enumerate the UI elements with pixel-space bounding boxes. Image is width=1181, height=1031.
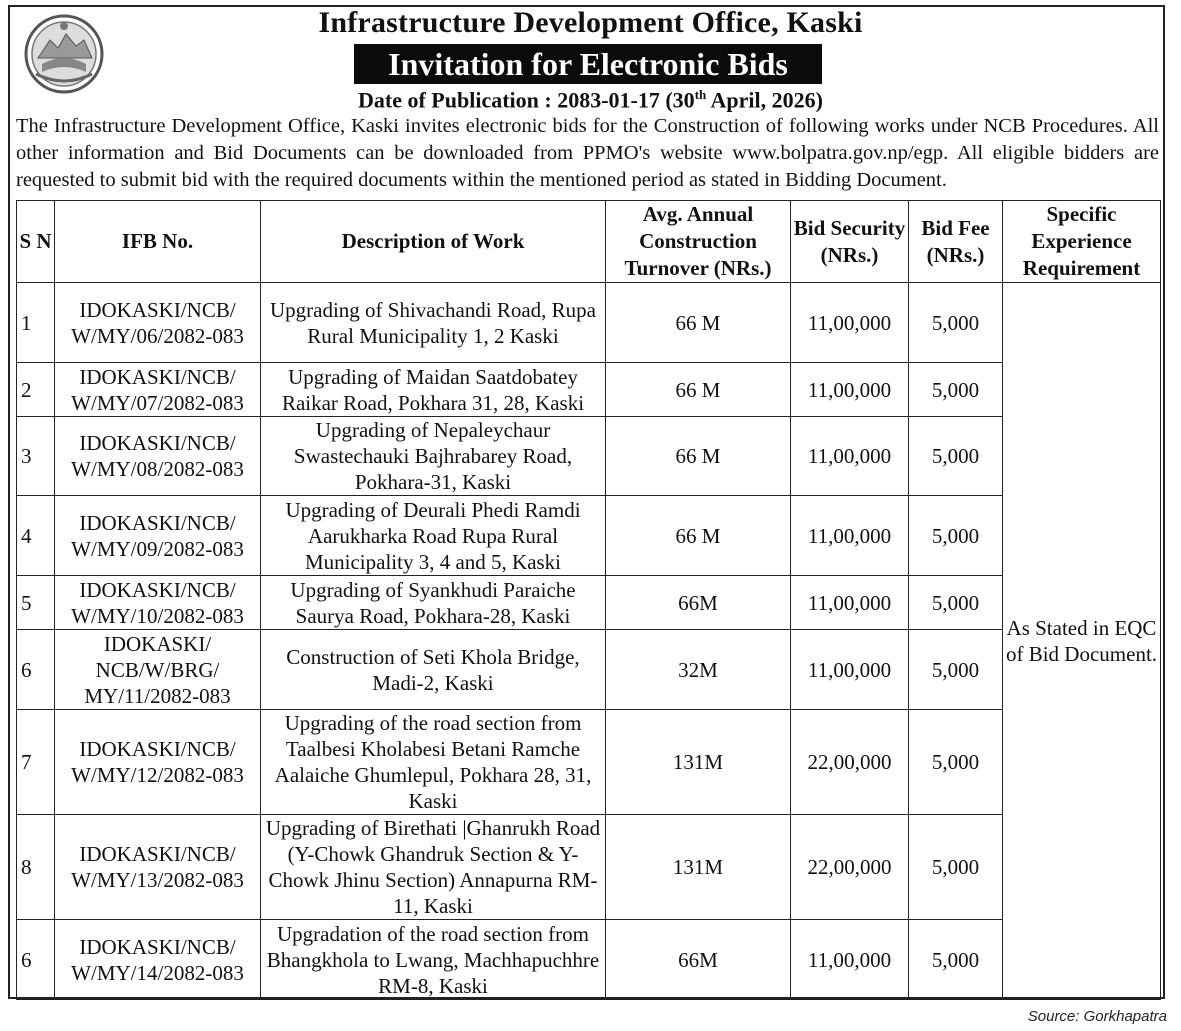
cell-description: Upgrading of Nepaleychaur Swastechauki Bajhrabarey Road, Pokhara-31, Kaski bbox=[261, 417, 606, 496]
cell-turnover: 131M bbox=[606, 815, 791, 920]
cell-description: Upgrading of Shivachandi Road, Rupa Rural Municipality 1, 2 Kaski bbox=[261, 283, 606, 363]
header-description: Description of Work bbox=[261, 201, 606, 283]
cell-bid-fee: 5,000 bbox=[909, 920, 1003, 1000]
header-bid-fee: Bid Fee (NRs.) bbox=[909, 201, 1003, 283]
cell-bid-security: 11,00,000 bbox=[791, 363, 909, 417]
publication-date-suffix-ordinal: th bbox=[694, 87, 707, 102]
cell-turnover: 32M bbox=[606, 630, 791, 710]
cell-bid-fee: 5,000 bbox=[909, 630, 1003, 710]
header-experience: Specific Experience Requirement bbox=[1003, 201, 1161, 283]
cell-sn: 6 bbox=[17, 920, 55, 1000]
cell-ifb: IDOKASKI/ NCB/W/BRG/ MY/11/2082-083 bbox=[55, 630, 261, 710]
cell-description: Construction of Seti Khola Bridge, Madi-2, Kaski bbox=[261, 630, 606, 710]
cell-description: Upgrading of Syankhudi Paraiche Saurya Road, Pokhara-28, Kaski bbox=[261, 576, 606, 630]
cell-bid-security: 11,00,000 bbox=[791, 283, 909, 363]
table-header-row bbox=[17, 201, 1161, 283]
intro-paragraph: The Infrastructure Development Office, Kaski invites electronic bids for the Construction of following works under NCB Procedures. All other information and Bid Documents can be downloaded from PPMO's website www.bolpatra.gov.np/egp. All eligible bidders are requested to submit bid with the required documents within the mentioned period as stated in Bidding Document. bbox=[16, 115, 1159, 191]
header-sn: S N bbox=[17, 201, 55, 283]
cell-sn: 8 bbox=[17, 815, 55, 920]
header-turnover: Avg. Annual Construction Turnover (NRs.) bbox=[606, 201, 791, 283]
cell-turnover: 66M bbox=[606, 576, 791, 630]
cell-bid-fee: 5,000 bbox=[909, 576, 1003, 630]
cell-description: Upgrading of Deurali Phedi Ramdi Aarukharka Road Rupa Rural Municipality 3, 4 and 5, Kaski bbox=[261, 496, 606, 576]
cell-sn: 2 bbox=[17, 363, 55, 417]
cell-bid-fee: 5,000 bbox=[909, 417, 1003, 496]
cell-turnover: 66 M bbox=[606, 363, 791, 417]
cell-ifb: IDOKASKI/NCB/ W/MY/13/2082-083 bbox=[55, 815, 261, 920]
cell-sn: 6 bbox=[17, 630, 55, 710]
cell-bid-security: 22,00,000 bbox=[791, 815, 909, 920]
cell-description: Upgrading of Birethati |Ghanrukh Road (Y-Chowk Ghandruk Section & Y- Chowk Jhinu Section) Annapurna RM-11, Kaski bbox=[261, 815, 606, 920]
publication-date-prefix: Date of Publication : 2083-01-17 (30 bbox=[358, 87, 695, 113]
cell-turnover: 66 M bbox=[606, 496, 791, 576]
cell-description: Upgrading of Maidan Saatdobatey Raikar Road, Pokhara 31, 28, Kaski bbox=[261, 363, 606, 417]
cell-turnover: 66 M bbox=[606, 283, 791, 363]
cell-sn: 5 bbox=[17, 576, 55, 630]
cell-ifb: IDOKASKI/NCB/ W/MY/10/2082-083 bbox=[55, 576, 261, 630]
cell-bid-security: 11,00,000 bbox=[791, 630, 909, 710]
cell-bid-fee: 5,000 bbox=[909, 363, 1003, 417]
publication-date-rest: April, 2026) bbox=[706, 87, 823, 113]
table-row bbox=[17, 576, 1161, 630]
cell-ifb: IDOKASKI/NCB/ W/MY/14/2082-083 bbox=[55, 920, 261, 1000]
cell-bid-security: 11,00,000 bbox=[791, 920, 909, 1000]
cell-turnover: 66M bbox=[606, 920, 791, 1000]
cell-sn: 1 bbox=[17, 283, 55, 363]
cell-turnover: 66 M bbox=[606, 417, 791, 496]
cell-bid-fee: 5,000 bbox=[909, 496, 1003, 576]
cell-bid-fee: 5,000 bbox=[909, 283, 1003, 363]
table-row bbox=[17, 630, 1161, 710]
table-row bbox=[17, 496, 1161, 576]
cell-bid-security: 22,00,000 bbox=[791, 710, 909, 815]
table-row bbox=[17, 283, 1161, 363]
office-title: Infrastructure Development Office, Kaski bbox=[318, 6, 863, 39]
header-ifb: IFB No. bbox=[55, 201, 261, 283]
cell-ifb: IDOKASKI/NCB/ W/MY/07/2082-083 bbox=[55, 363, 261, 417]
cell-bid-fee: 5,000 bbox=[909, 815, 1003, 920]
cell-ifb: IDOKASKI/NCB/ W/MY/08/2082-083 bbox=[55, 417, 261, 496]
table-row bbox=[17, 417, 1161, 496]
table-row bbox=[17, 815, 1161, 920]
cell-ifb: IDOKASKI/NCB/ W/MY/06/2082-083 bbox=[55, 283, 261, 363]
bids-table bbox=[16, 200, 1161, 1000]
table-row bbox=[17, 920, 1161, 1000]
table-row bbox=[17, 363, 1161, 417]
cell-description: Upgrading of the road section from Taalbesi Kholabesi Betani Ramche Aalaiche Ghumlepul, Pokhara 28, 31, Kaski bbox=[261, 710, 606, 815]
cell-bid-security: 11,00,000 bbox=[791, 496, 909, 576]
cell-description: Upgradation of the road section from Bhangkhola to Lwang, Machhapuchhre RM-8, Kaski bbox=[261, 920, 606, 1000]
publication-date bbox=[0, 87, 1181, 113]
cell-bid-security: 11,00,000 bbox=[791, 417, 909, 496]
cell-sn: 4 bbox=[17, 496, 55, 576]
cell-bid-fee: 5,000 bbox=[909, 710, 1003, 815]
cell-sn: 7 bbox=[17, 710, 55, 815]
cell-experience: As Stated in EQC of Bid Document. bbox=[1003, 283, 1161, 1000]
table-row bbox=[17, 710, 1161, 815]
cell-bid-security: 11,00,000 bbox=[791, 576, 909, 630]
cell-ifb: IDOKASKI/NCB/ W/MY/12/2082-083 bbox=[55, 710, 261, 815]
source-credit: Source: Gorkhapatra bbox=[1027, 1008, 1167, 1025]
cell-sn: 3 bbox=[17, 417, 55, 496]
cell-turnover: 131M bbox=[606, 710, 791, 815]
banner-title: Invitation for Electronic Bids bbox=[354, 44, 822, 84]
cell-ifb: IDOKASKI/NCB/ W/MY/09/2082-083 bbox=[55, 496, 261, 576]
header-bid-security: Bid Security (NRs.) bbox=[791, 201, 909, 283]
